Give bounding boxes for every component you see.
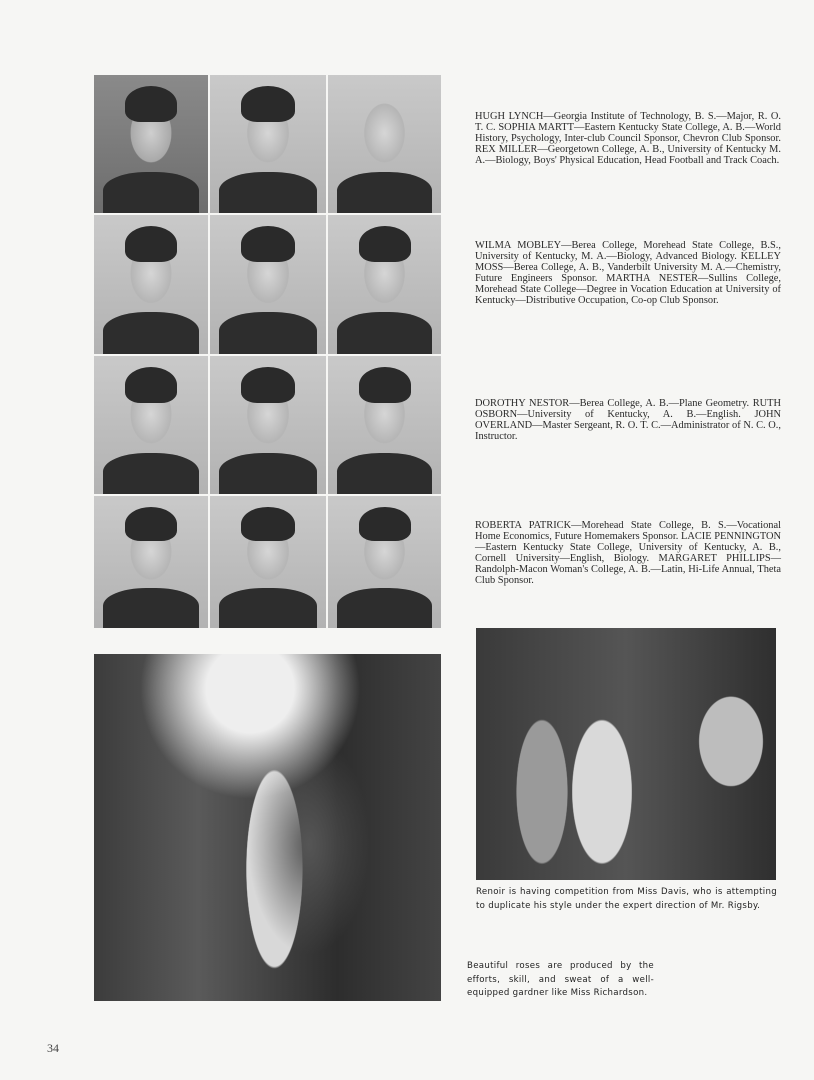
portrait-hugh-lynch bbox=[94, 75, 208, 213]
portrait-ruth-osborn bbox=[210, 356, 326, 494]
faculty-portrait-grid bbox=[94, 75, 441, 628]
bio-row-2: WILMA MOBLEY—Berea College, Morehead State College, B.S., University of Kentucky, M. A.—Biology, Advanced Biology. KELLEY MOSS—Berea College, A. B., Vanderbilt University M. A.—Chemistry, Future Engineers Sponsor. MARTHA NESTER—Sullins College, Morehead State College—Degree in Vocation Education at University of Kentucky—Distributive Occupation, Co-op Club Sponsor. bbox=[475, 240, 781, 307]
garden-photo-caption: Beautiful roses are produced by the efforts, skill, and sweat of a well-equipped gardner like Miss Richardson. bbox=[467, 961, 654, 998]
portrait-john-overland bbox=[328, 356, 441, 494]
bio-row-1: HUGH LYNCH—Georgia Institute of Technology, B. S.—Major, R. O. T. C. SOPHIA MARTT—Eastern Kentucky State College, A. B.—World History, Psychology, Inter-club Council Sponsor, Chevron Club Sponsor. REX MILLER—Georgetown College, A. B., University of Kentucky M. A.—Biology, Boys' Physical Education, Head Football and Track Coach. bbox=[475, 111, 781, 167]
art-class-photo bbox=[476, 628, 776, 880]
garden-photo bbox=[94, 654, 441, 1001]
portrait-rex-miller bbox=[328, 75, 441, 213]
portrait-dorothy-nestor bbox=[94, 356, 208, 494]
bio-row-3: DOROTHY NESTOR—Berea College, A. B.—Plane Geometry. RUTH OSBORN—University of Kentucky, A. B.—English. JOHN OVERLAND—Master Sergeant, R. O. T. C.—Administrator of N. C. O., Instructor. bbox=[475, 398, 781, 443]
portrait-martha-nester bbox=[328, 215, 441, 354]
portrait-margaret-phillips bbox=[328, 496, 441, 628]
portrait-wilma-mobley bbox=[94, 215, 208, 354]
portrait-kelley-moss bbox=[210, 215, 326, 354]
page-number: 34 bbox=[47, 1041, 59, 1055]
portrait-sophia-martt bbox=[210, 75, 326, 213]
portrait-roberta-patrick bbox=[94, 496, 208, 628]
art-photo-caption: Renoir is having competition from Miss Davis, who is attempting to duplicate his style under the expert direction of Mr. Rigsby. bbox=[476, 887, 777, 911]
bio-row-4: ROBERTA PATRICK—Morehead State College, B. S.—Vocational Home Economics, Future Homemakers Sponsor. LACIE PENNINGTON—Eastern Kentucky State College, University of Kentucky, A. B., Cornell University—English, Biology. MARGARET PHILLIPS—Randolph-Macon Woman's College, A. B.—Latin, Hi-Life Annual, Theta Club Sponsor. bbox=[475, 520, 781, 587]
portrait-lacie-pennington bbox=[210, 496, 326, 628]
